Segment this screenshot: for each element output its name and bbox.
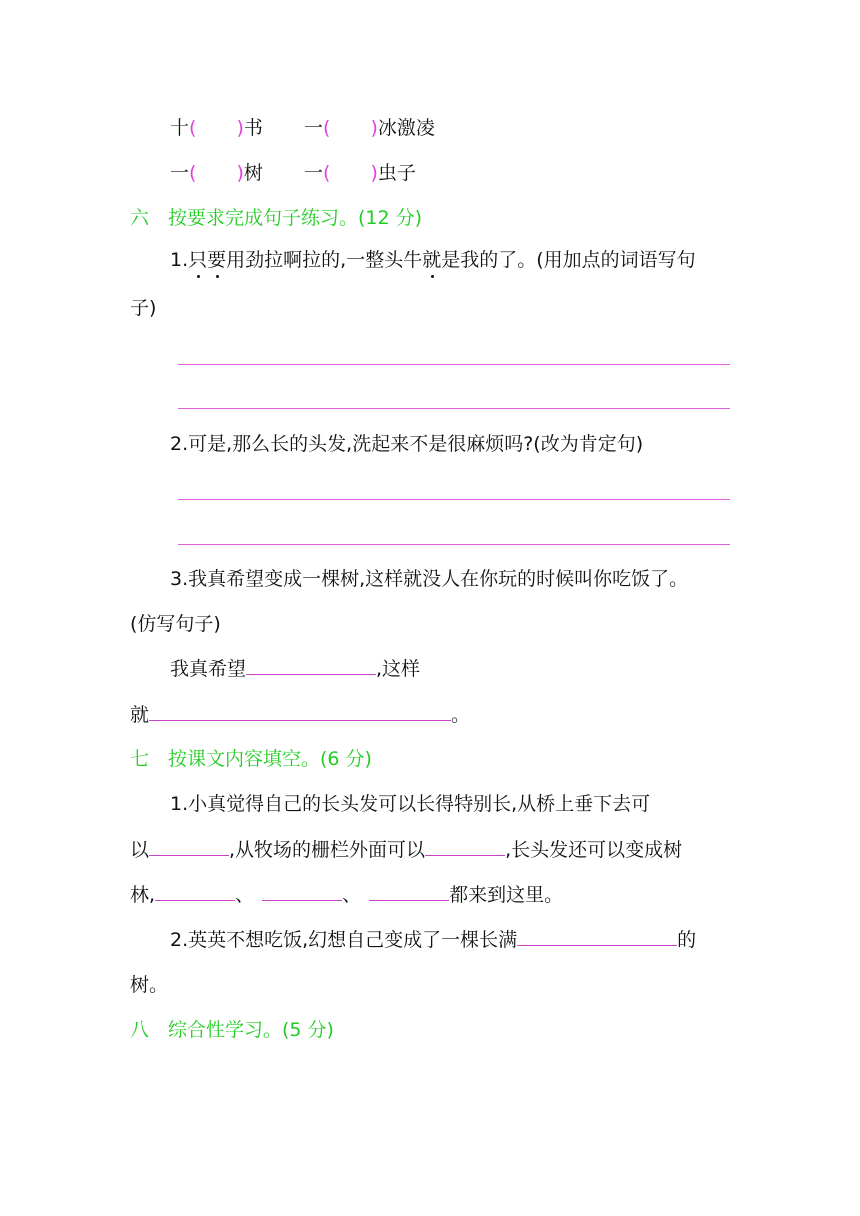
mw-suffix: 树 xyxy=(243,162,263,184)
section-number: 七 xyxy=(130,748,150,770)
fill-text: 以 xyxy=(130,839,150,861)
question-text: 是我的了。(用加点的词语写句 xyxy=(441,249,696,271)
section-title: 按要求完成句子练习。(12 分) xyxy=(168,207,423,229)
question-text: 用劲拉啊拉的,一整头牛 xyxy=(226,249,423,271)
section-6-heading xyxy=(130,206,422,230)
fill-blank[interactable] xyxy=(149,719,451,721)
mw-close-paren: ) xyxy=(236,117,244,139)
s6-q2: 2.可是,那么长的头发,洗起来不是很麻烦吗?(改为肯定句) xyxy=(170,433,644,455)
fill-blank[interactable] xyxy=(149,854,229,856)
s6-q3-fill-line1 xyxy=(170,657,420,681)
measure-row-1 xyxy=(170,116,263,140)
fill-text: ,长头发还可以变成树 xyxy=(505,839,683,861)
question-text: 2.英英不想吃饭,幻想自己变成了一棵长满 xyxy=(170,929,518,951)
mw-close-paren: ) xyxy=(370,117,378,139)
fill-blank[interactable] xyxy=(517,944,677,946)
mw-suffix: 冰激凌 xyxy=(377,117,435,139)
fill-blank[interactable] xyxy=(369,899,449,901)
section-7-heading xyxy=(130,747,372,771)
fill-text: ,从牧场的栅栏外面可以 xyxy=(229,839,426,861)
section-title: 综合性学习。(5 分) xyxy=(168,1019,334,1041)
fill-blank[interactable] xyxy=(425,854,505,856)
mw-close-paren: ) xyxy=(370,162,378,184)
mw-prefix: 一 xyxy=(304,117,324,139)
question-number: 1. xyxy=(170,249,189,271)
mw-prefix: 一 xyxy=(304,162,324,184)
dotted-char: 要 xyxy=(207,249,227,271)
measure-row-1b xyxy=(304,116,435,140)
fill-blank[interactable] xyxy=(246,673,376,675)
fill-text: ,这样 xyxy=(376,658,421,680)
measure-row-2 xyxy=(170,161,263,185)
fill-text: 林, xyxy=(130,884,156,906)
fill-text: 就 xyxy=(130,704,150,726)
fill-blank[interactable] xyxy=(155,899,235,901)
mw-close-paren: ) xyxy=(236,162,244,184)
section-8-heading xyxy=(130,1018,334,1042)
s6-q1-line2: 子) xyxy=(130,297,157,319)
mw-open-paren: ( xyxy=(323,117,331,139)
section-number: 八 xyxy=(130,1019,150,1041)
s6-q3-line1: 3.我真希望变成一棵树,这样就没人在你玩的时候叫你吃饭了。 xyxy=(170,568,689,590)
s6-q3-line2: (仿写句子) xyxy=(130,613,221,635)
mw-prefix: 十 xyxy=(170,117,190,139)
s7-q1-line2 xyxy=(130,838,682,862)
dotted-char: 只 xyxy=(188,249,208,271)
s7-q2-line2: 树。 xyxy=(130,974,169,996)
answer-line[interactable] xyxy=(178,364,730,365)
dotted-char: 就 xyxy=(422,249,442,271)
s7-q1-line3 xyxy=(130,883,563,907)
answer-line[interactable] xyxy=(178,544,730,545)
mw-open-paren: ( xyxy=(189,117,197,139)
fill-text: 我真希望 xyxy=(170,658,247,680)
fill-text: 都来到这里。 xyxy=(449,884,564,906)
mw-suffix: 虫子 xyxy=(377,162,416,184)
mw-prefix: 一 xyxy=(170,162,190,184)
s7-q1-line1: 1.小真觉得自己的长头发可以长得特别长,从桥上垂下去可 xyxy=(170,793,651,815)
s6-q3-fill-line2 xyxy=(130,703,470,727)
s7-q2-line1 xyxy=(170,928,696,952)
fill-blank[interactable] xyxy=(262,899,342,901)
s6-q1-line1 xyxy=(170,248,696,272)
mw-open-paren: ( xyxy=(189,162,197,184)
answer-line[interactable] xyxy=(178,499,730,500)
question-text: 的 xyxy=(677,929,697,951)
section-number: 六 xyxy=(130,207,150,229)
mw-suffix: 书 xyxy=(243,117,263,139)
measure-row-2b xyxy=(304,161,416,185)
mw-open-paren: ( xyxy=(323,162,331,184)
separator: 、 xyxy=(342,884,362,906)
answer-line[interactable] xyxy=(178,408,730,409)
fill-text: 。 xyxy=(451,704,471,726)
section-title: 按课文内容填空。(6 分) xyxy=(168,748,372,770)
separator: 、 xyxy=(235,884,255,906)
